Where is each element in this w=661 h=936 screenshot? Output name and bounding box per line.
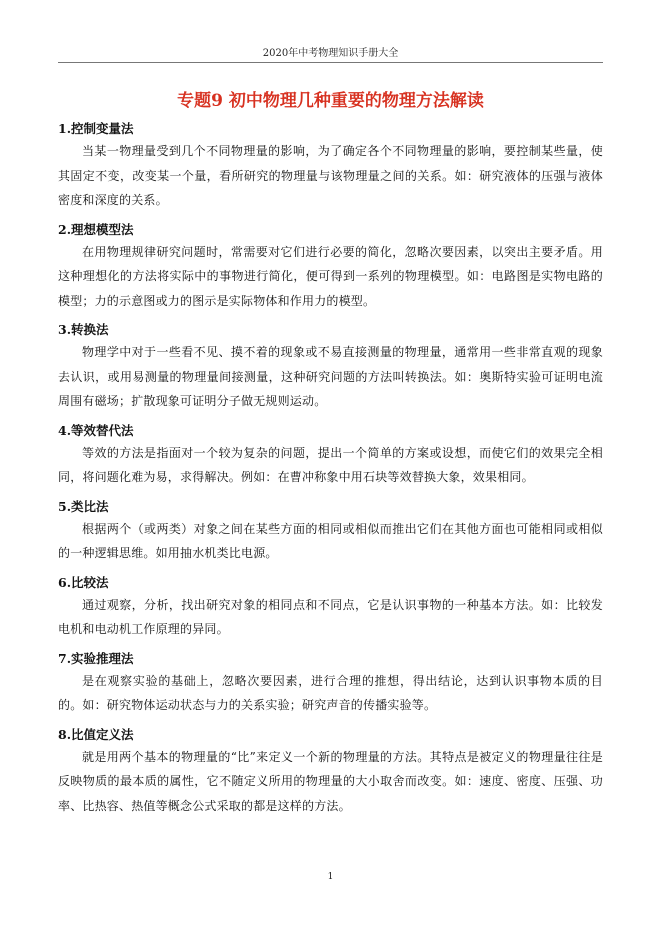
section-heading: 4.等效替代法	[58, 422, 134, 438]
section-ideal-model	[58, 219, 603, 314]
section-ratio-definition	[58, 724, 603, 819]
section-experimental-reasoning	[58, 648, 603, 718]
section-equivalent-substitution	[58, 420, 603, 490]
section-paragraph: 物理学中对于一些看不见、摸不着的现象或不易直接测量的物理量，通常用一些非常直观的现象去认识，或用易测量的物理量间接测量，这种研究问题的方法叫转换法。如：奥斯特实验可证明电流周围有磁场；扩散现象可证明分子做无规则运动。	[58, 345, 603, 408]
section-paragraph: 是在观察实验的基础上，忽略次要因素，进行合理的推想，得出结论，达到认识事物本质的目的。如：研究物体运动状态与力的关系实验；研究声音的传播实验等。	[58, 673, 603, 712]
header-divider	[58, 62, 603, 63]
section-heading: 5.类比法	[58, 498, 109, 514]
section-heading: 3.转换法	[58, 322, 109, 337]
section-conversion	[58, 319, 603, 414]
section-control-variable	[58, 118, 603, 213]
section-comparison	[58, 572, 603, 642]
section-heading: 7.实验推理法	[58, 650, 134, 666]
section-paragraph: 在用物理规律研究问题时，常需要对它们进行必要的简化，忽略次要因素，以突出主要矛盾。用这种理想化的方法将实际中的事物进行简化，便可得到一系列的物理模型。如：电路图是实物电路的模型；力的示意图或力的图示是实际物体和作用力的模型。	[58, 244, 603, 308]
section-heading: 1.控制变量法	[58, 121, 134, 136]
section-analogy	[58, 496, 603, 566]
section-heading: 6.比较法	[58, 574, 109, 590]
page-title: 专题9 初中物理几种重要的物理方法解读	[177, 91, 484, 111]
section-paragraph: 等效的方法是指面对一个较为复杂的问题，提出一个简单的方案或设想，而使它们的效果完全相同，将问题化难为易，求得解决。例如：在曹冲称象中用石块等效替换大象，效果相同。	[58, 445, 603, 484]
section-heading: 2.理想模型法	[58, 221, 134, 237]
section-paragraph: 通过观察，分析，找出研究对象的相同点和不同点，它是认识事物的一种基本方法。如：比较发电机和电动机工作原理的异同。	[58, 597, 603, 636]
section-heading: 8.比值定义法	[58, 726, 134, 742]
section-paragraph: 当某一物理量受到几个不同物理量的影响，为了确定各个不同物理量的影响，要控制某些量，使其固定不变，改变某一个量，看所研究的物理量与该物理量之间的关系。如：研究液体的压强与液体密度和深度的关系。	[58, 144, 603, 207]
page-number: 1	[327, 872, 334, 882]
running-header: 2020年中考物理知识手册大全	[262, 48, 399, 59]
section-paragraph: 根据两个（或两类）对象之间在某些方面的相同或相似而推出它们在其他方面也可能相同或相似的一种逻辑思维。如用抽水机类比电源。	[58, 521, 603, 560]
document-body	[58, 118, 603, 824]
section-paragraph: 就是用两个基本的物理量的“比”来定义一个新的物理量的方法。其特点是被定义的物理量往往是反映物质的最本质的属性，它不随定义所用的物理量的大小取舍而改变。如：速度、密度、压强、功率、比热容、热值等概念公式采取的都是这样的方法。	[58, 749, 603, 813]
